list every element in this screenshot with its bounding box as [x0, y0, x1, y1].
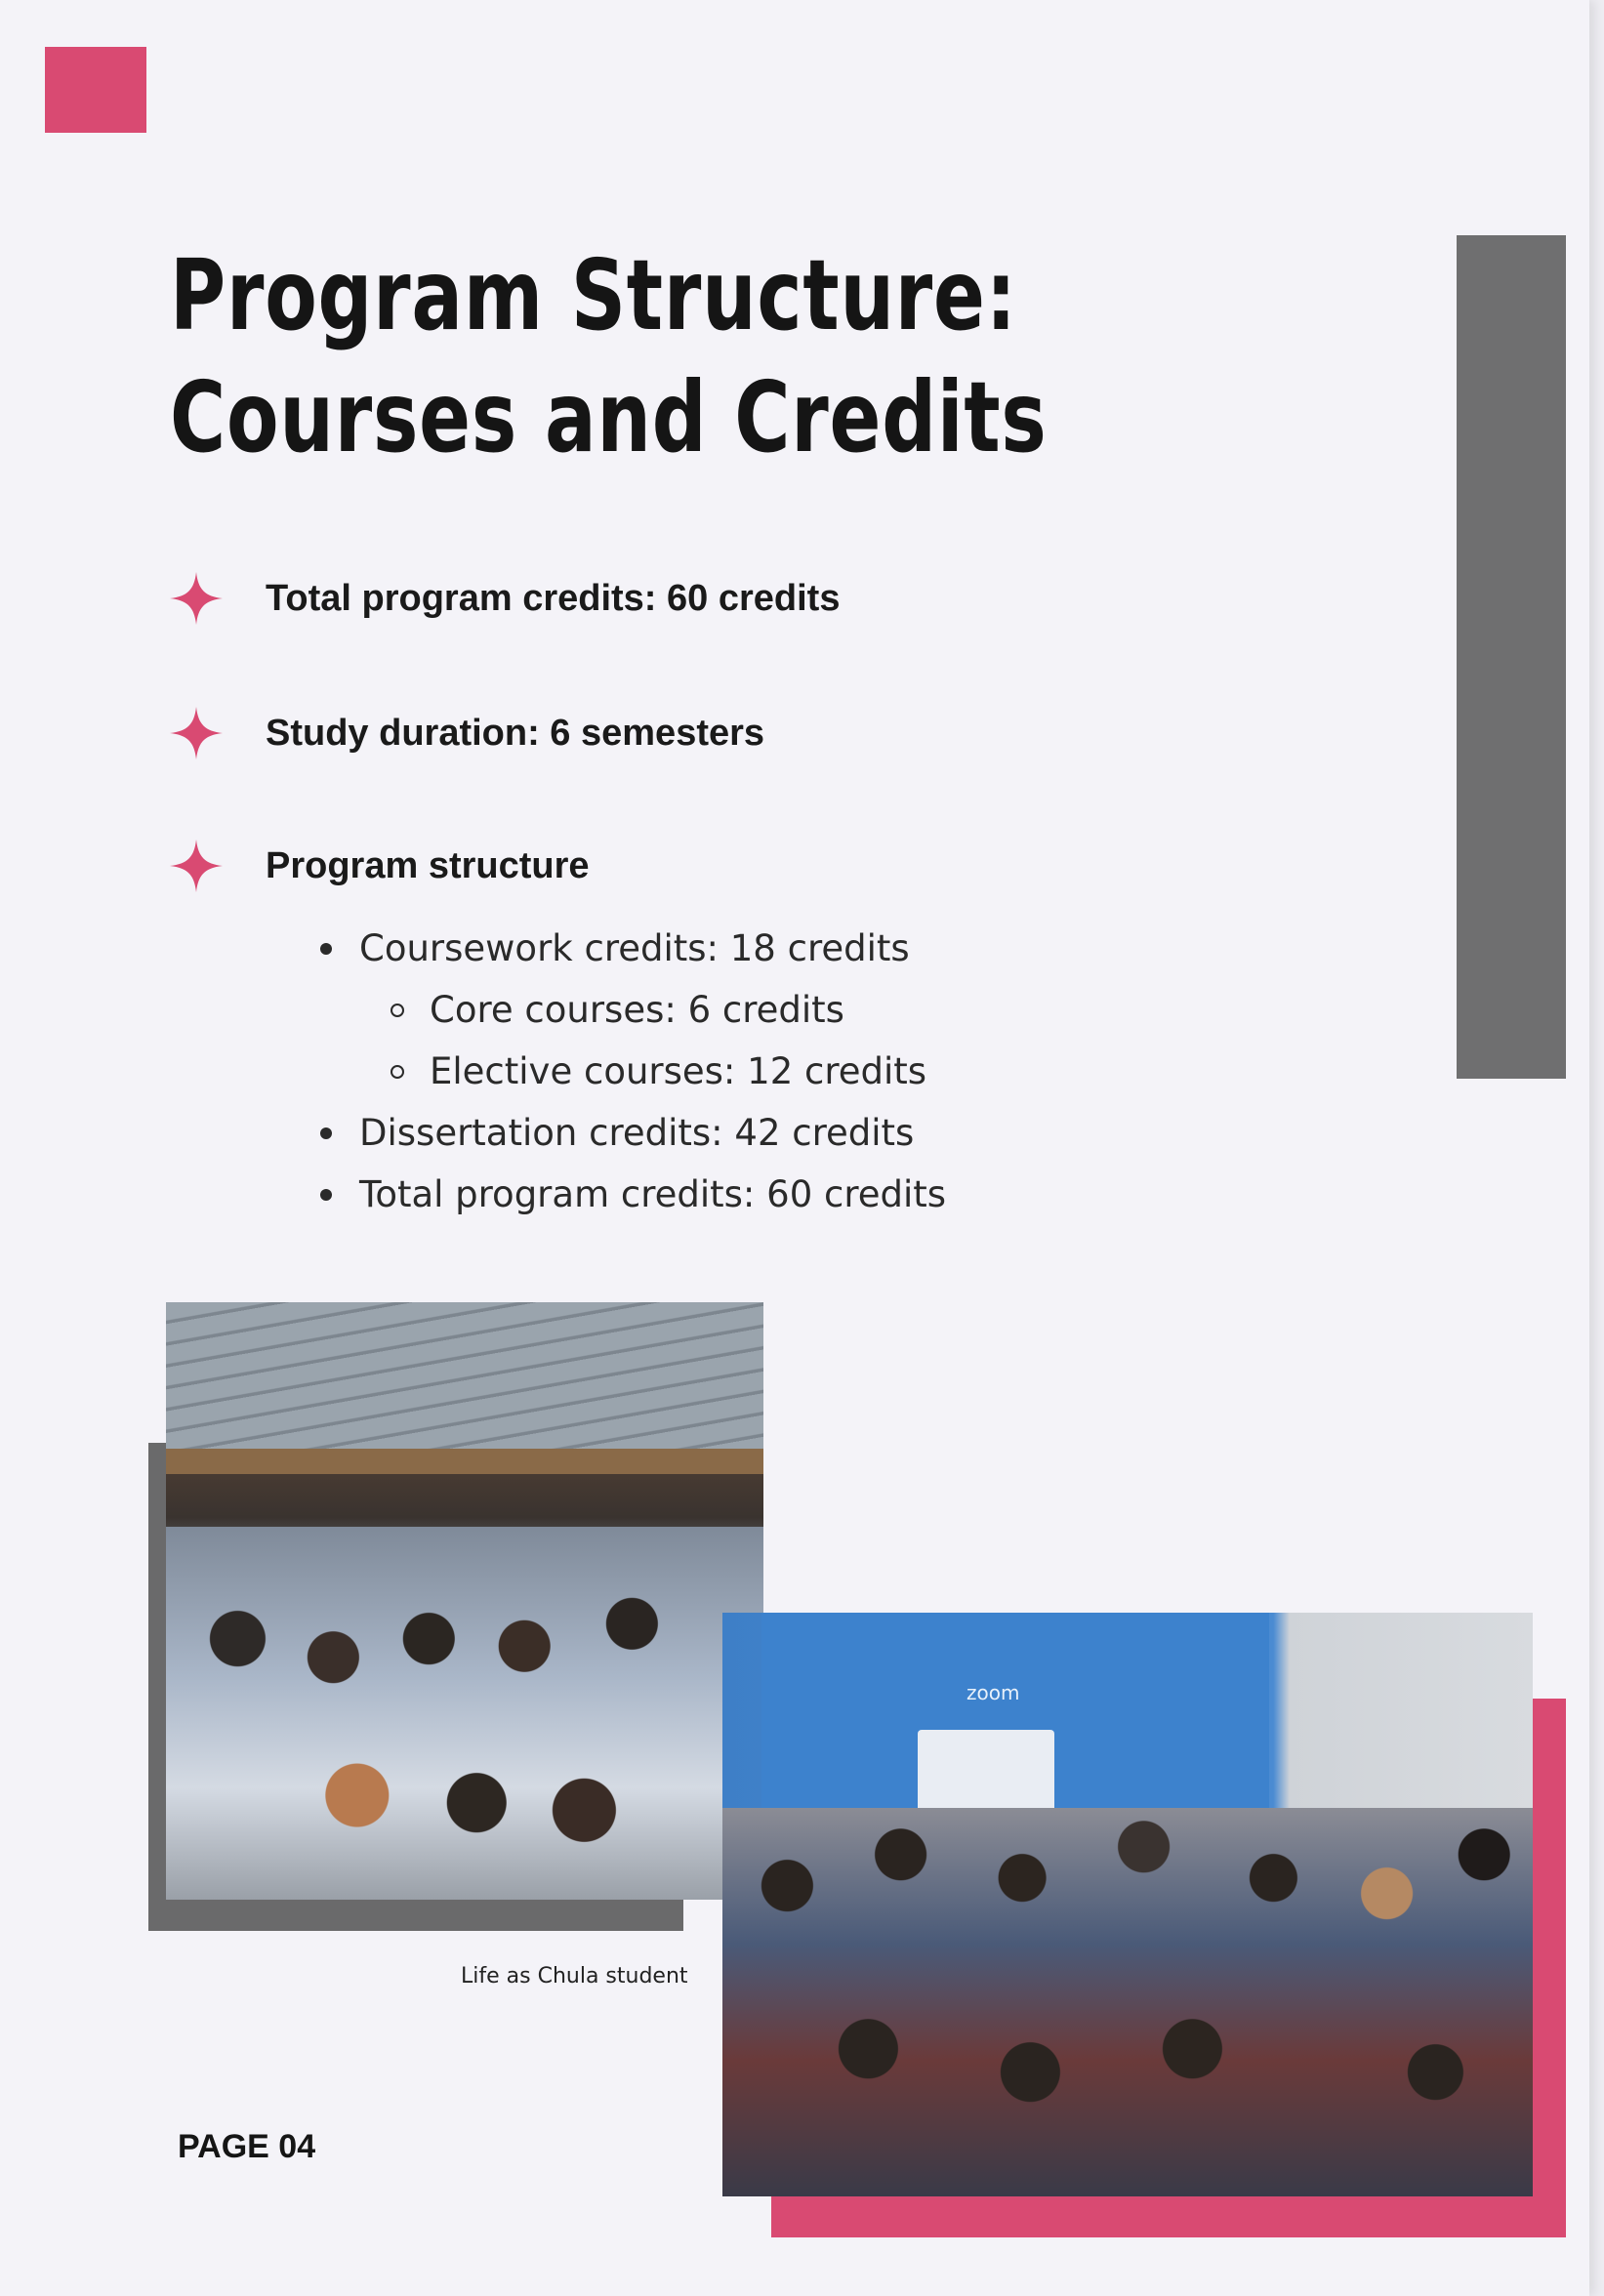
decorative-grey-bar — [1457, 235, 1566, 1079]
title-line-1: Program Structure: — [170, 238, 1017, 352]
list-item-text: Dissertation credits: 42 credits — [359, 1112, 915, 1154]
page-title — [170, 234, 1084, 478]
bullet-dot-icon — [320, 943, 332, 955]
list-item-text: Total program credits: 60 credits — [359, 1173, 947, 1215]
page-number: PAGE 04 — [178, 2128, 316, 2165]
photo-roof — [166, 1302, 763, 1458]
photo-people — [722, 1808, 1533, 2196]
bullet-text: Study duration: 6 semesters — [266, 712, 765, 754]
group-photo-classroom — [722, 1613, 1533, 2196]
four-point-star-icon — [168, 570, 225, 627]
list-item-dissertation — [312, 1102, 1191, 1164]
bullet-ring-icon — [391, 1004, 404, 1017]
bullet-program-structure — [168, 832, 590, 900]
photo-caption: Life as Chula student — [461, 1964, 688, 1988]
screen-dialog — [918, 1730, 1054, 1818]
group-photo-outdoor — [166, 1302, 763, 1900]
screen-text: zoom — [967, 1681, 1020, 1704]
bullet-dot-icon — [320, 1128, 332, 1139]
list-item-text: Core courses: 6 credits — [430, 989, 844, 1031]
bullet-study-duration — [168, 699, 764, 767]
bullet-dot-icon — [320, 1189, 332, 1201]
list-item-core — [312, 979, 1191, 1041]
bullet-total-credits — [168, 564, 840, 633]
list-item-total — [312, 1164, 1191, 1225]
decorative-pink-square — [45, 47, 146, 133]
bullet-text: Program structure — [266, 844, 590, 886]
list-item-elective — [312, 1041, 1191, 1102]
bullet-ring-icon — [391, 1065, 404, 1079]
structure-list — [312, 918, 1191, 1225]
list-item-text: Coursework credits: 18 credits — [359, 927, 910, 969]
photo-people — [166, 1527, 763, 1900]
four-point-star-icon — [168, 705, 225, 761]
list-item-coursework — [312, 918, 1191, 979]
list-item-text: Elective courses: 12 credits — [430, 1050, 927, 1092]
four-point-star-icon — [168, 838, 225, 894]
title-line-2: Courses and Credits — [170, 360, 1048, 474]
photo-beam — [166, 1449, 763, 1474]
bullet-text: Total program credits: 60 credits — [266, 577, 841, 619]
